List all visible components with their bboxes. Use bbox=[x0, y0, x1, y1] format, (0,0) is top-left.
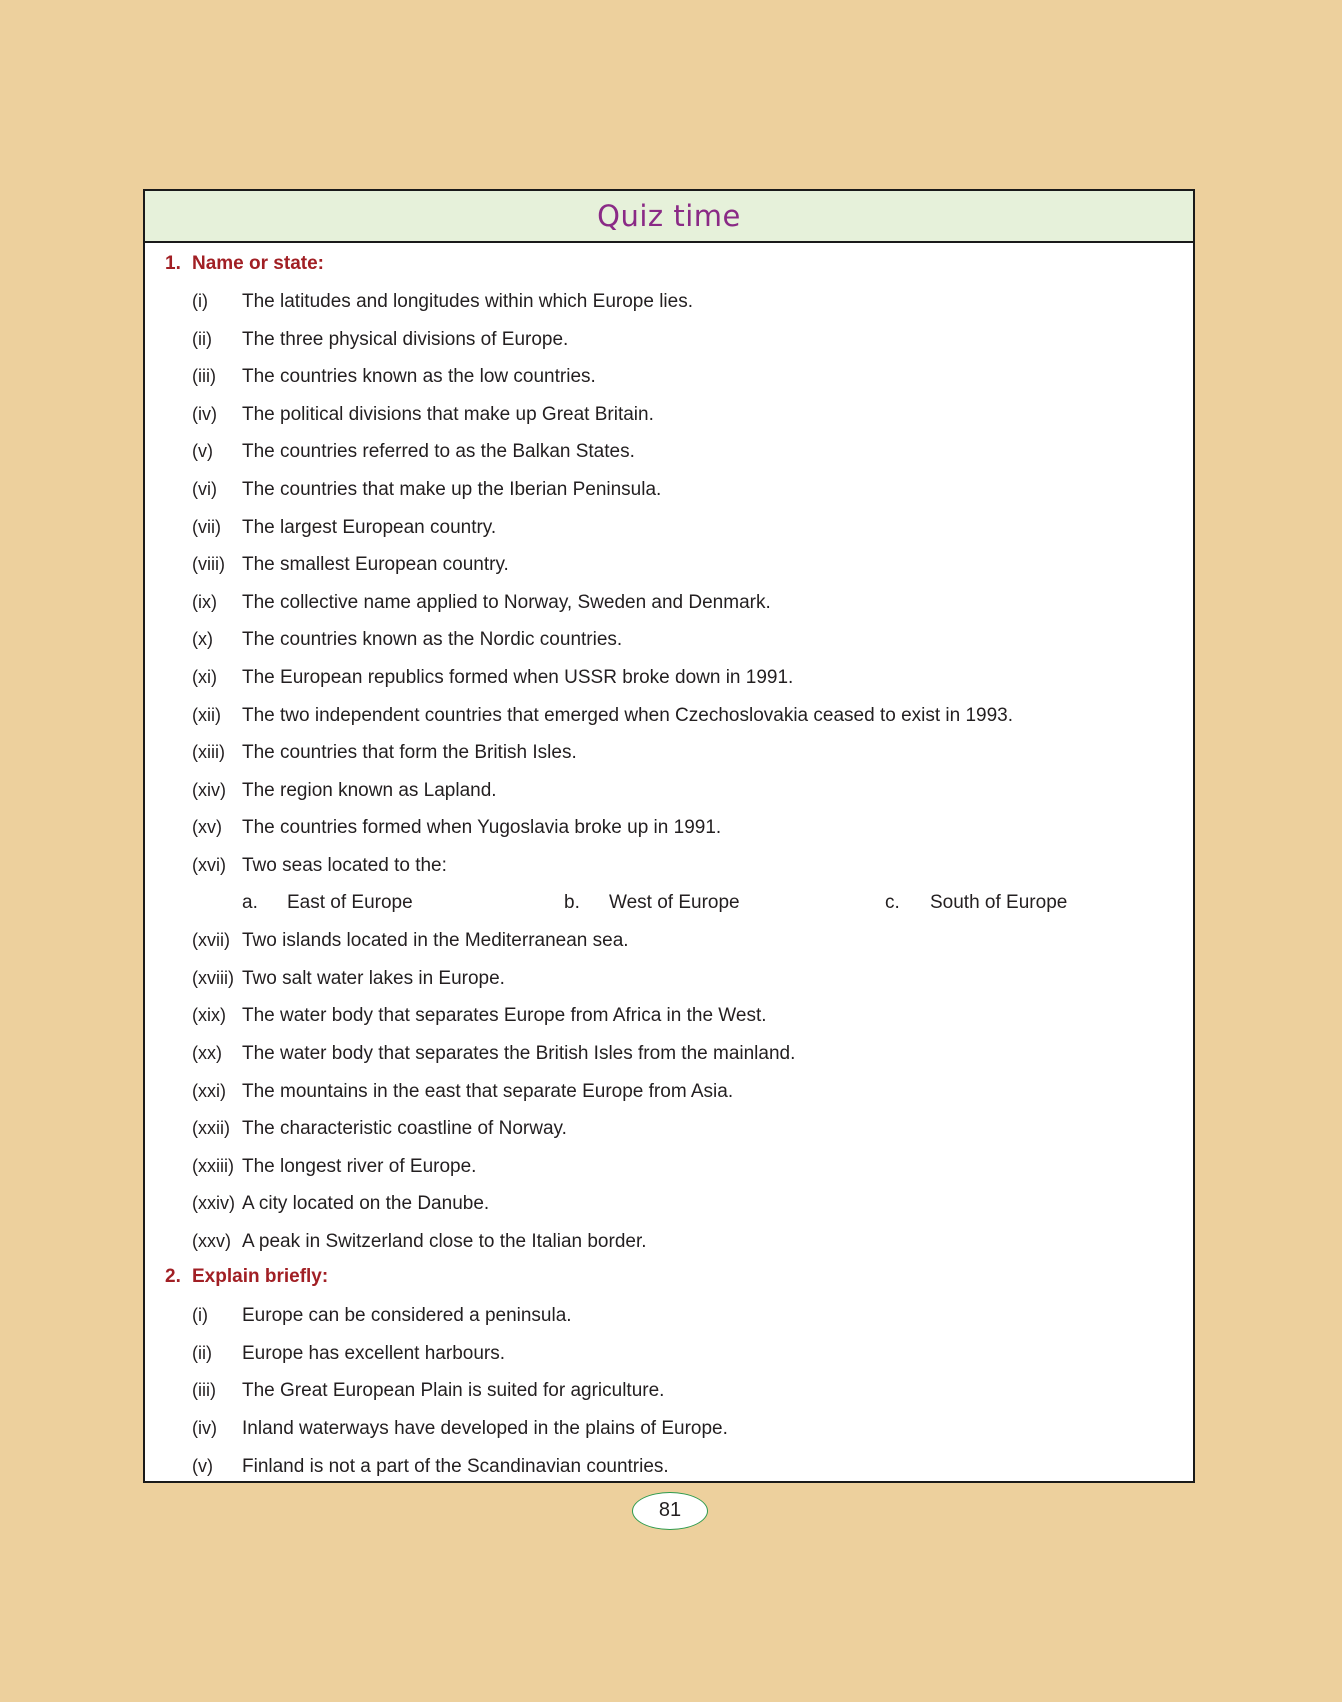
section2-title bbox=[165, 1266, 328, 1288]
question-text: The European republics formed when USSR broke down in 1991. bbox=[242, 667, 794, 688]
question-item bbox=[192, 1152, 476, 1180]
question-item bbox=[192, 926, 629, 954]
question-numeral: (vi) bbox=[192, 479, 217, 499]
question-item bbox=[192, 475, 661, 503]
question-item bbox=[192, 325, 568, 353]
question-text: The countries referred to as the Balkan States. bbox=[242, 441, 635, 463]
question-text: The collective name applied to Norway, Sweden and Denmark. bbox=[242, 591, 771, 613]
question-text: The water body that separates the British Isles from the mainland. bbox=[242, 1043, 796, 1064]
question-numeral: (iv) bbox=[192, 1418, 217, 1438]
question-numeral: (xvii) bbox=[192, 930, 230, 951]
question-numeral: (xiv) bbox=[192, 779, 226, 800]
question-item bbox=[192, 400, 654, 428]
question-numeral: (xx) bbox=[192, 1043, 222, 1063]
question-text: Two seas located to the: bbox=[242, 855, 447, 876]
sub-option-letter: a. bbox=[242, 891, 258, 913]
question-numeral: (i) bbox=[192, 291, 208, 311]
question-text: Two salt water lakes in Europe. bbox=[242, 967, 505, 989]
section2-number: 2. bbox=[165, 1265, 181, 1287]
question-item bbox=[192, 362, 596, 390]
question-item bbox=[192, 287, 693, 315]
question-text: Finland is not a part of the Scandinavian countries. bbox=[242, 1455, 669, 1477]
question-item bbox=[192, 1077, 733, 1105]
question-numeral: (x) bbox=[192, 629, 213, 650]
question-text: The countries known as the Nordic countries. bbox=[242, 629, 623, 651]
question-item bbox=[192, 1414, 728, 1442]
question-item bbox=[192, 513, 496, 541]
question-item bbox=[192, 625, 622, 653]
question-item bbox=[192, 776, 497, 804]
question-text: The latitudes and longitudes within which Europe lies. bbox=[242, 291, 693, 312]
section1-number: 1. bbox=[165, 253, 181, 274]
question-item bbox=[192, 813, 721, 841]
question-numeral: (xiii) bbox=[192, 742, 225, 763]
question-item bbox=[192, 663, 793, 691]
section1-title bbox=[165, 253, 324, 275]
question-text: A city located on the Danube. bbox=[242, 1193, 490, 1215]
question-numeral: (i) bbox=[192, 1305, 208, 1326]
sub-option bbox=[885, 889, 1067, 917]
question-item bbox=[192, 1039, 795, 1067]
question-numeral: (ii) bbox=[192, 1342, 212, 1363]
question-item bbox=[192, 1227, 647, 1255]
question-numeral: (xviii) bbox=[192, 967, 234, 988]
question-text: The political divisions that make up Great Britain. bbox=[242, 403, 654, 425]
question-numeral: (vii) bbox=[192, 516, 221, 537]
quiz-box bbox=[143, 189, 1195, 1483]
sub-option-text: South of Europe bbox=[930, 891, 1068, 913]
question-item bbox=[192, 550, 509, 578]
sub-option bbox=[242, 889, 413, 917]
question-text: The countries that make up the Iberian Peninsula. bbox=[242, 479, 662, 500]
question-text: The characteristic coastline of Norway. bbox=[242, 1118, 567, 1140]
question-numeral: (xxv) bbox=[192, 1231, 231, 1251]
question-item bbox=[192, 588, 771, 616]
question-text: Two islands located in the Mediterranean sea. bbox=[242, 930, 629, 952]
section2-heading: Explain briefly: bbox=[192, 1265, 329, 1287]
question-item bbox=[192, 1189, 489, 1217]
quiz-header bbox=[145, 191, 1193, 243]
question-numeral: (viii) bbox=[192, 554, 225, 575]
section1-heading: Name or state: bbox=[192, 253, 324, 274]
question-numeral: (xii) bbox=[192, 704, 221, 725]
question-text: The Great European Plain is suited for agriculture. bbox=[242, 1380, 665, 1402]
question-item bbox=[192, 1339, 505, 1367]
question-text: The longest river of Europe. bbox=[242, 1155, 477, 1177]
question-text: The mountains in the east that separate Europe from Asia. bbox=[242, 1080, 734, 1102]
page-number: 81 bbox=[632, 1492, 708, 1530]
question-numeral: (iii) bbox=[192, 1380, 216, 1401]
question-text: The countries that form the British Isles. bbox=[242, 742, 577, 764]
question-numeral: (xv) bbox=[192, 817, 222, 838]
question-item bbox=[192, 1114, 567, 1142]
question-text: The water body that separates Europe from Africa in the West. bbox=[242, 1005, 767, 1027]
question-text: The three physical divisions of Europe. bbox=[242, 328, 569, 350]
sub-option-letter: b. bbox=[564, 891, 580, 913]
question-numeral: (ix) bbox=[192, 591, 217, 612]
question-numeral: (iii) bbox=[192, 366, 216, 387]
question-numeral: (xix) bbox=[192, 1005, 226, 1026]
question-item bbox=[192, 437, 635, 465]
quiz-title: Quiz time bbox=[597, 199, 741, 233]
question-item bbox=[192, 1452, 669, 1480]
question-text: The countries formed when Yugoslavia broke up in 1991. bbox=[242, 817, 722, 839]
question-text: The smallest European country. bbox=[242, 554, 509, 576]
question-numeral: (iv) bbox=[192, 403, 217, 424]
question-text: The two independent countries that emerged when Czechoslovakia ceased to exist in 1993. bbox=[242, 704, 1014, 726]
question-numeral: (xvi) bbox=[192, 855, 226, 875]
question-numeral: (xxiv) bbox=[192, 1193, 235, 1214]
question-item bbox=[192, 701, 1013, 729]
question-item bbox=[192, 738, 577, 766]
question-text: A peak in Switzerland close to the Italian border. bbox=[242, 1231, 647, 1252]
question-numeral: (v) bbox=[192, 1455, 213, 1476]
question-numeral: (xxii) bbox=[192, 1118, 230, 1139]
question-text: Inland waterways have developed in the plains of Europe. bbox=[242, 1418, 728, 1439]
question-numeral: (xxi) bbox=[192, 1080, 226, 1101]
sub-option bbox=[564, 889, 740, 917]
question-item bbox=[192, 1301, 572, 1329]
sub-option-letter: c. bbox=[885, 891, 900, 913]
question-item bbox=[192, 1376, 664, 1404]
question-numeral: (ii) bbox=[192, 328, 212, 349]
question-item bbox=[192, 851, 447, 879]
question-text: The countries known as the low countries. bbox=[242, 366, 596, 388]
question-numeral: (xi) bbox=[192, 667, 217, 687]
question-item bbox=[192, 964, 505, 992]
question-text: Europe can be considered a peninsula. bbox=[242, 1305, 572, 1327]
question-numeral: (v) bbox=[192, 441, 213, 462]
sub-option-text: East of Europe bbox=[287, 891, 413, 913]
question-text: The region known as Lapland. bbox=[242, 779, 497, 801]
question-numeral: (xxiii) bbox=[192, 1155, 234, 1176]
question-item bbox=[192, 1001, 767, 1029]
question-text: The largest European country. bbox=[242, 516, 497, 538]
question-text: Europe has excellent harbours. bbox=[242, 1342, 505, 1364]
sub-option-text: West of Europe bbox=[609, 891, 740, 913]
